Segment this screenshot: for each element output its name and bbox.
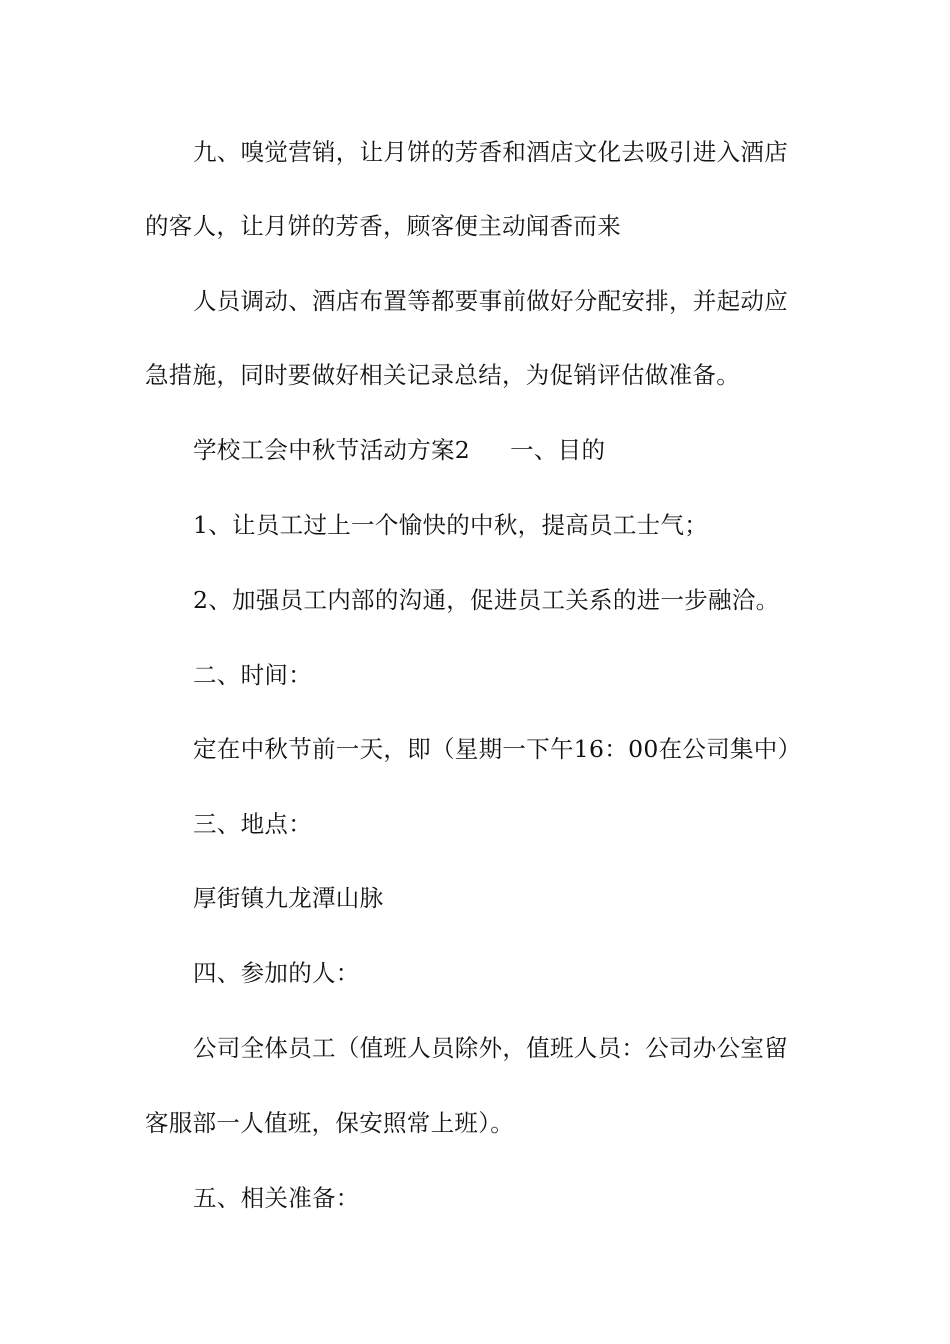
paragraph-line: 客服部一人值班，保安照常上班）。 bbox=[145, 1109, 515, 1137]
paragraph-line: 的客人，让月饼的芳香，顾客便主动闻香而来 bbox=[145, 212, 621, 240]
section-heading: 一、目的 bbox=[510, 436, 606, 464]
paragraph-line: 人员调动、酒店布置等都要事前做好分配安排，并起动应 bbox=[193, 287, 788, 315]
section-heading: 三、地点： bbox=[193, 810, 312, 838]
paragraph-line: 厚街镇九龙潭山脉 bbox=[193, 884, 384, 912]
document-title: 学校工会中秋节活动方案2 bbox=[193, 436, 471, 464]
paragraph-line: 急措施，同时要做好相关记录总结，为促销评估做准备。 bbox=[145, 361, 740, 389]
section-heading-line bbox=[145, 430, 873, 470]
paragraph-line: 定在中秋节前一天，即（星期一下午16：00在公司集中） bbox=[193, 735, 802, 763]
section-heading: 五、相关准备： bbox=[193, 1184, 360, 1212]
section-heading: 二、时间： bbox=[193, 661, 312, 689]
paragraph-line: 九、嗅觉营销，让月饼的芳香和酒店文化去吸引进入酒店 bbox=[193, 138, 788, 166]
list-item: 1、让员工过上一个愉快的中秋，提高员工士气； bbox=[193, 511, 709, 539]
section-heading: 四、参加的人： bbox=[193, 959, 360, 987]
list-item: 2、加强员工内部的沟通，促进员工关系的进一步融洽。 bbox=[193, 586, 780, 614]
paragraph-line: 公司全体员工（值班人员除外，值班人员：公司办公室留 bbox=[193, 1034, 788, 1062]
